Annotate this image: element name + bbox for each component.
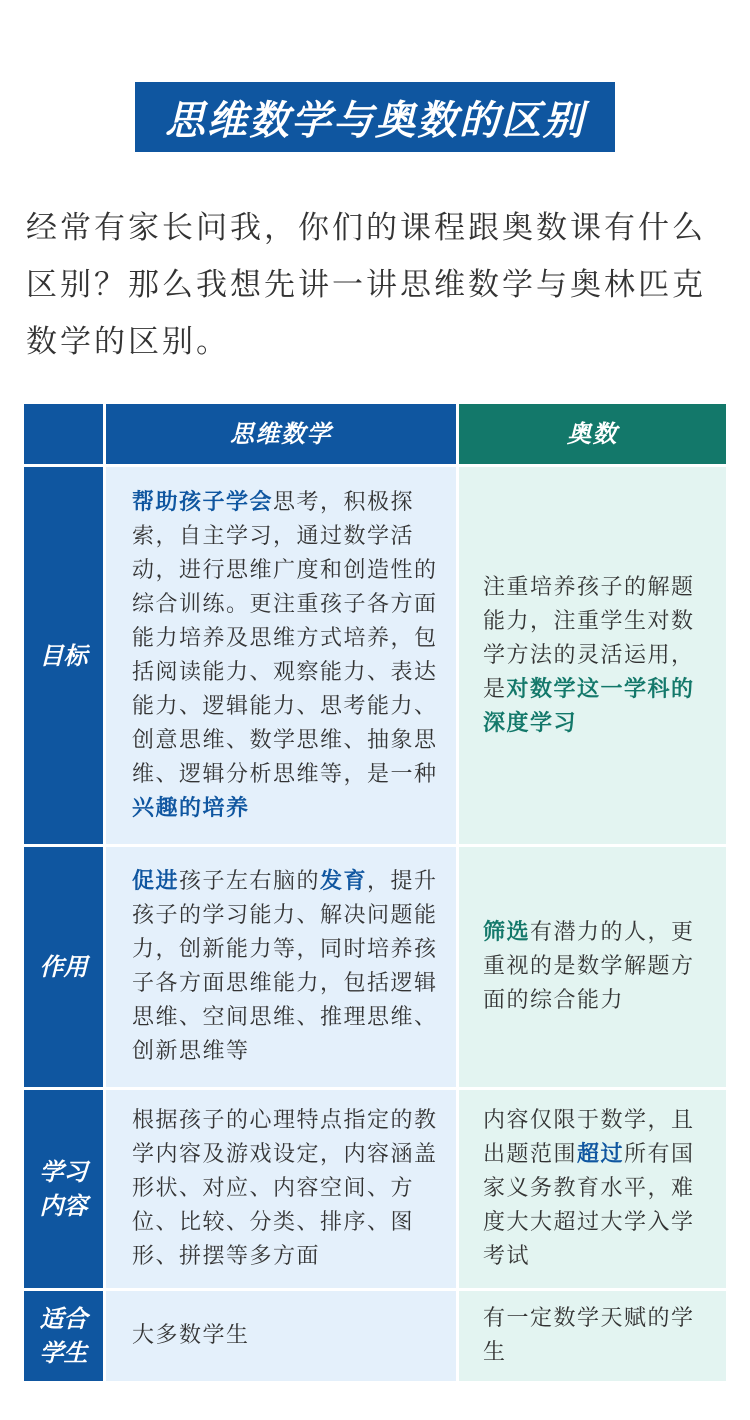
content-olympiad-text-2: 所有国家义务教育水平，难度大大超过大学入学考试 bbox=[483, 1142, 695, 1269]
row-label-suitable: 适合学生 bbox=[24, 1291, 103, 1381]
content-siwei-cell bbox=[106, 1090, 456, 1288]
goal-siwei-highlight-2: 兴趣的培养 bbox=[132, 795, 250, 821]
row-label-goal: 目标 bbox=[24, 467, 103, 844]
suitable-siwei-text: 大多数学生 bbox=[132, 1323, 250, 1348]
header-empty-cell bbox=[24, 404, 103, 464]
row-label-effect: 作用 bbox=[24, 847, 103, 1087]
effect-olympiad-cell bbox=[459, 847, 726, 1087]
content-siwei-text: 根据孩子的心理特点指定的教学内容及游戏设定，内容涵盖形状、对应、内容空间、方位、比较、分类、排序、图形、拼摆等多方面 bbox=[132, 1108, 438, 1269]
effect-olympiad-highlight: 筛选 bbox=[483, 920, 531, 945]
goal-olympiad-highlight: 对数学这一学科的深度学习 bbox=[483, 676, 695, 736]
suitable-olympiad-text: 有一定数学天赋的学生 bbox=[483, 1306, 695, 1365]
effect-olympiad-text: 有潜力的人，更重视的是数学解题方面的综合能力 bbox=[483, 920, 695, 1013]
content-olympiad-highlight: 超过 bbox=[577, 1142, 625, 1167]
table-row-content bbox=[24, 1090, 726, 1288]
content-olympiad-text-1: 内容仅限于数学，且出题范围 bbox=[483, 1108, 695, 1167]
intro-paragraph: 经常有家长问我，你们的课程跟奥数课有什么区别？那么我想先讲一讲思维数学与奥林匹克数学的区别。 bbox=[26, 210, 706, 360]
header-siwei-math: 思维数学 bbox=[106, 404, 456, 464]
effect-siwei-highlight-1: 促进 bbox=[132, 869, 180, 894]
effect-siwei-text-2: ，提升孩子的学习能力、解决问题能力，创新能力等，同时培养孩子各方面思维能力，包括逻辑思维、空间思维、推理思维、创新思维等 bbox=[132, 869, 438, 1064]
comparison-table bbox=[24, 404, 726, 1384]
suitable-olympiad-cell bbox=[459, 1291, 726, 1381]
suitable-siwei-cell bbox=[106, 1291, 456, 1381]
goal-olympiad-cell bbox=[459, 467, 726, 844]
table-row-suitable bbox=[24, 1291, 726, 1381]
goal-siwei-cell bbox=[106, 467, 456, 844]
title-banner bbox=[135, 82, 615, 152]
row-label-content: 学习内容 bbox=[24, 1090, 103, 1288]
goal-siwei-text: 思考，积极探索，自主学习，通过数学活动，进行思维广度和创造性的综合训练。更注重孩子各方面能力培养及思维方式培养，包括阅读能力、观察能力、表达能力、逻辑能力、思考能力、创意思维、数学思维、抽象思维、逻辑分析思维等，是一种 bbox=[132, 489, 438, 787]
content-olympiad-cell bbox=[459, 1090, 726, 1288]
table-row-effect bbox=[24, 847, 726, 1087]
effect-siwei-highlight-2: 发育 bbox=[320, 869, 368, 894]
goal-siwei-highlight-1: 帮助孩子学会 bbox=[132, 489, 274, 515]
table-header-row bbox=[24, 404, 726, 464]
header-olympiad-math: 奥数 bbox=[459, 404, 726, 464]
effect-siwei-text-1: 孩子左右脑的 bbox=[179, 869, 321, 894]
effect-siwei-cell bbox=[106, 847, 456, 1087]
goal-olympiad-text: 注重培养孩子的解题能力，注重学生对数学方法的灵活运用，是 bbox=[483, 574, 695, 702]
page-title: 思维数学与奥数的区别 bbox=[165, 97, 585, 144]
table-row-goal bbox=[24, 467, 726, 844]
